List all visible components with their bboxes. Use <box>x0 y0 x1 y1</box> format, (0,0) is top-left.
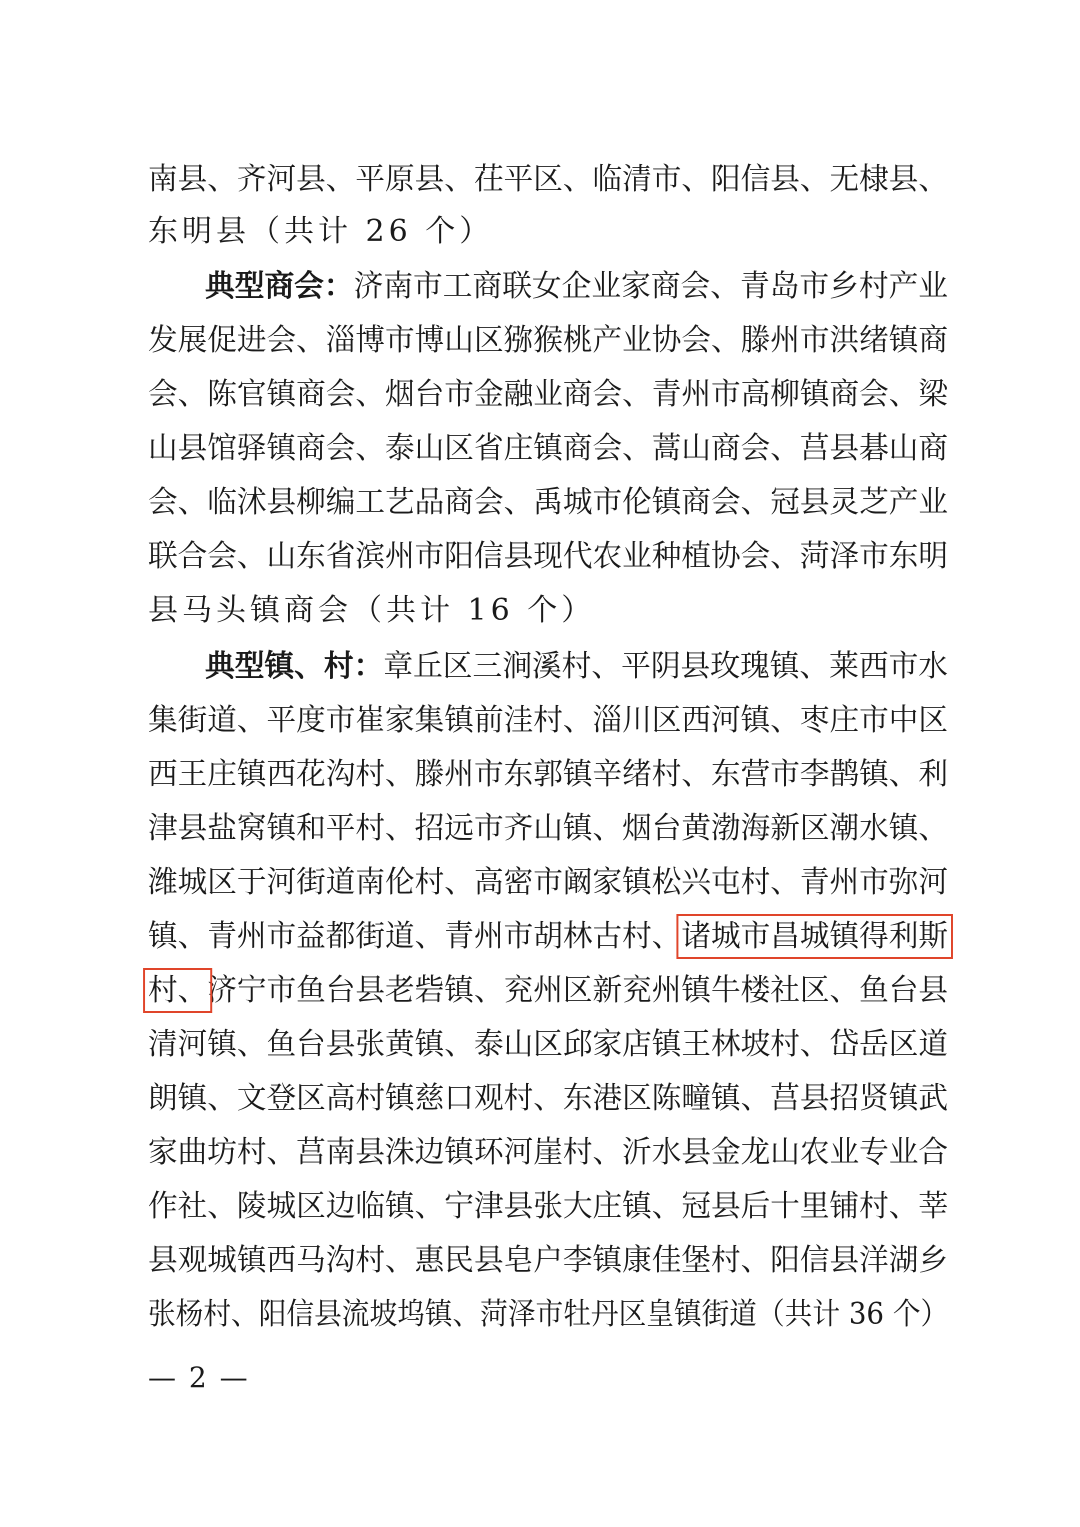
text-line: 潍城区于河街道南伦村、高密市阚家镇松兴屯村、青州市弥河 <box>148 865 949 900</box>
text-line: 章丘区三涧溪村、平阴县玫瑰镇、莱西市水 <box>383 649 949 684</box>
paragraph-1-line-2 <box>148 212 948 252</box>
paragraph-3-line-5 <box>148 863 948 903</box>
paragraph-3-line-11 <box>148 1187 948 1227</box>
paragraph-3-line-12 <box>148 1241 948 1281</box>
text-line: 会、临沭县柳编工艺品商会、禹城市伦镇商会、冠县灵芝产业 <box>148 485 949 520</box>
text-line: 联合会、山东省滨州市阳信县现代农业种植协会、菏泽市东明 <box>148 539 949 574</box>
paragraph-3-line-7 <box>148 971 948 1011</box>
text-line: 清河镇、鱼台县张黄镇、泰山区邱家店镇王林坡村、岱岳区道 <box>148 1027 949 1062</box>
text-line: 镇、青州市益都街道、青州市胡林古村、 <box>148 919 682 954</box>
text-line: 作社、陵城区边临镇、宁津县张大庄镇、冠县后十里铺村、莘 <box>148 1189 949 1224</box>
text-line: 朗镇、文登区高村镇慈口观村、东港区陈疃镇、莒县招贤镇武 <box>148 1081 949 1116</box>
text-line: 张杨村、阳信县流坡坞镇、菏泽市牡丹区皇镇街道（共计 36 个） <box>148 1297 949 1332</box>
paragraph-3-line-7-content <box>148 971 948 1011</box>
text-line: 东明县（共计 26 个） <box>148 214 494 249</box>
paragraph-2-line-2 <box>148 321 948 361</box>
paragraph-2-line-3 <box>148 375 948 415</box>
paragraph-3-line-13 <box>148 1295 948 1335</box>
paragraph-3-line-10 <box>148 1133 948 1173</box>
text-line: 家曲坊村、莒南县洙边镇环河崖村、沂水县金龙山农业专业合 <box>148 1135 949 1170</box>
paragraph-3-line-4 <box>148 809 948 849</box>
paragraph-1-line-1 <box>148 160 948 200</box>
text-line: 山县馆驿镇商会、泰山区省庄镇商会、蒿山商会、莒县碁山商 <box>148 431 949 466</box>
paragraph-2-line-4 <box>148 429 948 469</box>
text-line: 县观城镇西马沟村、惠民县皂户李镇康佳堡村、阳信县洋湖乡 <box>148 1243 949 1278</box>
paragraph-2-line-7 <box>148 591 948 631</box>
text-line: 集街道、平度市崔家集镇前洼村、淄川区西河镇、枣庄市中区 <box>148 703 949 738</box>
paragraph-3-line-2 <box>148 701 948 741</box>
text-line: 济宁市鱼台县老砦镇、兖州区新兖州镇牛楼社区、鱼台县 <box>207 973 949 1008</box>
paragraph-3-line-8 <box>148 1025 948 1065</box>
text-line: 发展促进会、淄博市博山区猕猴桃产业协会、滕州市洪绪镇商 <box>148 323 949 358</box>
paragraph-3-first-line <box>205 647 948 687</box>
text-line: 津县盐窝镇和平村、招远市齐山镇、烟台黄渤海新区潮水镇、 <box>148 811 949 846</box>
text-line: 南县、齐河县、平原县、茌平区、临清市、阳信县、无棣县、 <box>148 162 949 197</box>
paragraph-3-line-3 <box>148 755 948 795</box>
text-line: 会、陈官镇商会、烟台市金融业商会、青州市高柳镇商会、梁 <box>148 377 949 412</box>
text-line: 县马头镇商会（共计 16 个） <box>148 593 596 628</box>
paragraph-3-line-6-content <box>148 917 948 957</box>
highlighted-village-name-part-1: 诸城市昌城镇得利斯 <box>681 919 949 954</box>
section-heading-chambers: 典型商会： <box>205 269 354 304</box>
text-line: 西王庄镇西花沟村、滕州市东郭镇辛绪村、东营市李鹊镇、利 <box>148 757 949 792</box>
paragraph-3-line-9 <box>148 1079 948 1119</box>
paragraph-3-line-6 <box>148 917 948 957</box>
paragraph-2-line-6 <box>148 537 948 577</box>
paragraph-2-line-5 <box>148 483 948 523</box>
paragraph-3-line-1 <box>205 647 948 687</box>
page-number: — 2 — <box>148 1361 250 1394</box>
section-heading-towns-villages: 典型镇、村： <box>205 649 384 684</box>
highlighted-village-name-part-2: 村、 <box>148 973 208 1008</box>
paragraph-2-line-1 <box>205 267 948 307</box>
text-line: 济南市工商联女企业家商会、青岛市乡村产业 <box>353 269 949 304</box>
paragraph-2-first-line <box>205 267 948 307</box>
